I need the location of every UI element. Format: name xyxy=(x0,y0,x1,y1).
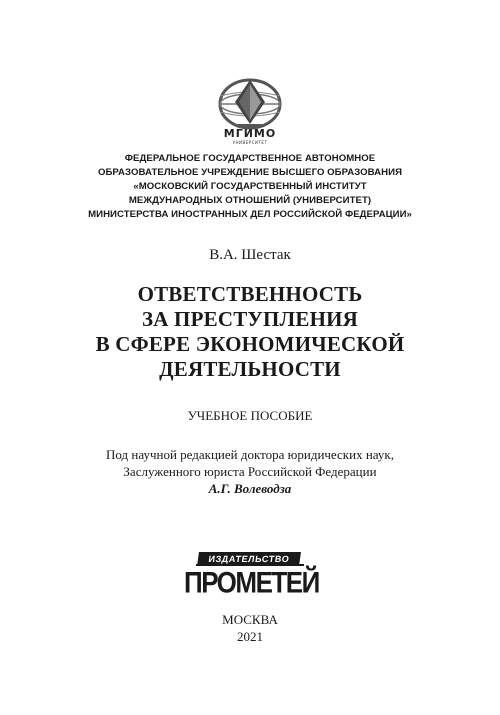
institution-line: МЕЖДУНАРОДНЫХ ОТНОШЕНИЙ (УНИВЕРСИТЕТ) xyxy=(128,195,372,206)
institution-line: МИНИСТЕРСТВА ИНОСТРАННЫХ ДЕЛ РОССИЙСКОЙ ФЕДЕРАЦИИ» xyxy=(88,209,412,220)
publisher-top-label: ИЗДАТЕЛЬСТВО xyxy=(197,552,301,566)
editor-name: А.Г. Волеводза xyxy=(208,481,292,496)
book-subtitle: УЧЕБНОЕ ПОСОБИЕ xyxy=(187,408,313,423)
publisher-name: ПРОМЕТЕЙ xyxy=(184,564,319,600)
title-line: ЗА ПРЕСТУПЛЕНИЯ xyxy=(141,307,359,331)
mgimo-logo-text: МГИМО xyxy=(223,127,277,140)
prometey-logo-icon xyxy=(180,552,320,604)
institution-line: ФЕДЕРАЛЬНОЕ ГОСУДАРСТВЕННОЕ АВТОНОМНОЕ xyxy=(124,153,376,164)
editor-line: Под научной редакцией доктора юридических наук, xyxy=(106,447,394,462)
editor-block xyxy=(30,446,470,497)
institution-line: ОБРАЗОВАТЕЛЬНОЕ УЧРЕЖДЕНИЕ ВЫСШЕГО ОБРАЗОВАНИЯ xyxy=(97,167,403,178)
title-line: ДЕЯТЕЛЬНОСТИ xyxy=(159,357,341,381)
editor-line: Заслуженного юриста Российской Федерации xyxy=(123,464,377,479)
institution-block xyxy=(40,152,460,222)
mgimo-logo-subtext: УНИВЕРСИТЕТ xyxy=(232,140,268,145)
author-name: В.А. Шестак xyxy=(209,247,291,263)
book-title xyxy=(30,282,470,382)
imprint-city: МОСКВА xyxy=(222,612,278,627)
title-line: В СФЕРЕ ЭКОНОМИЧЕСКОЙ xyxy=(95,332,405,356)
title-line: ОТВЕТСТВЕННОСТЬ xyxy=(137,282,363,306)
institution-line: «МОСКОВСКИЙ ГОСУДАРСТВЕННЫЙ ИНСТИТУТ xyxy=(133,181,367,192)
imprint-year: 2021 xyxy=(237,629,263,644)
